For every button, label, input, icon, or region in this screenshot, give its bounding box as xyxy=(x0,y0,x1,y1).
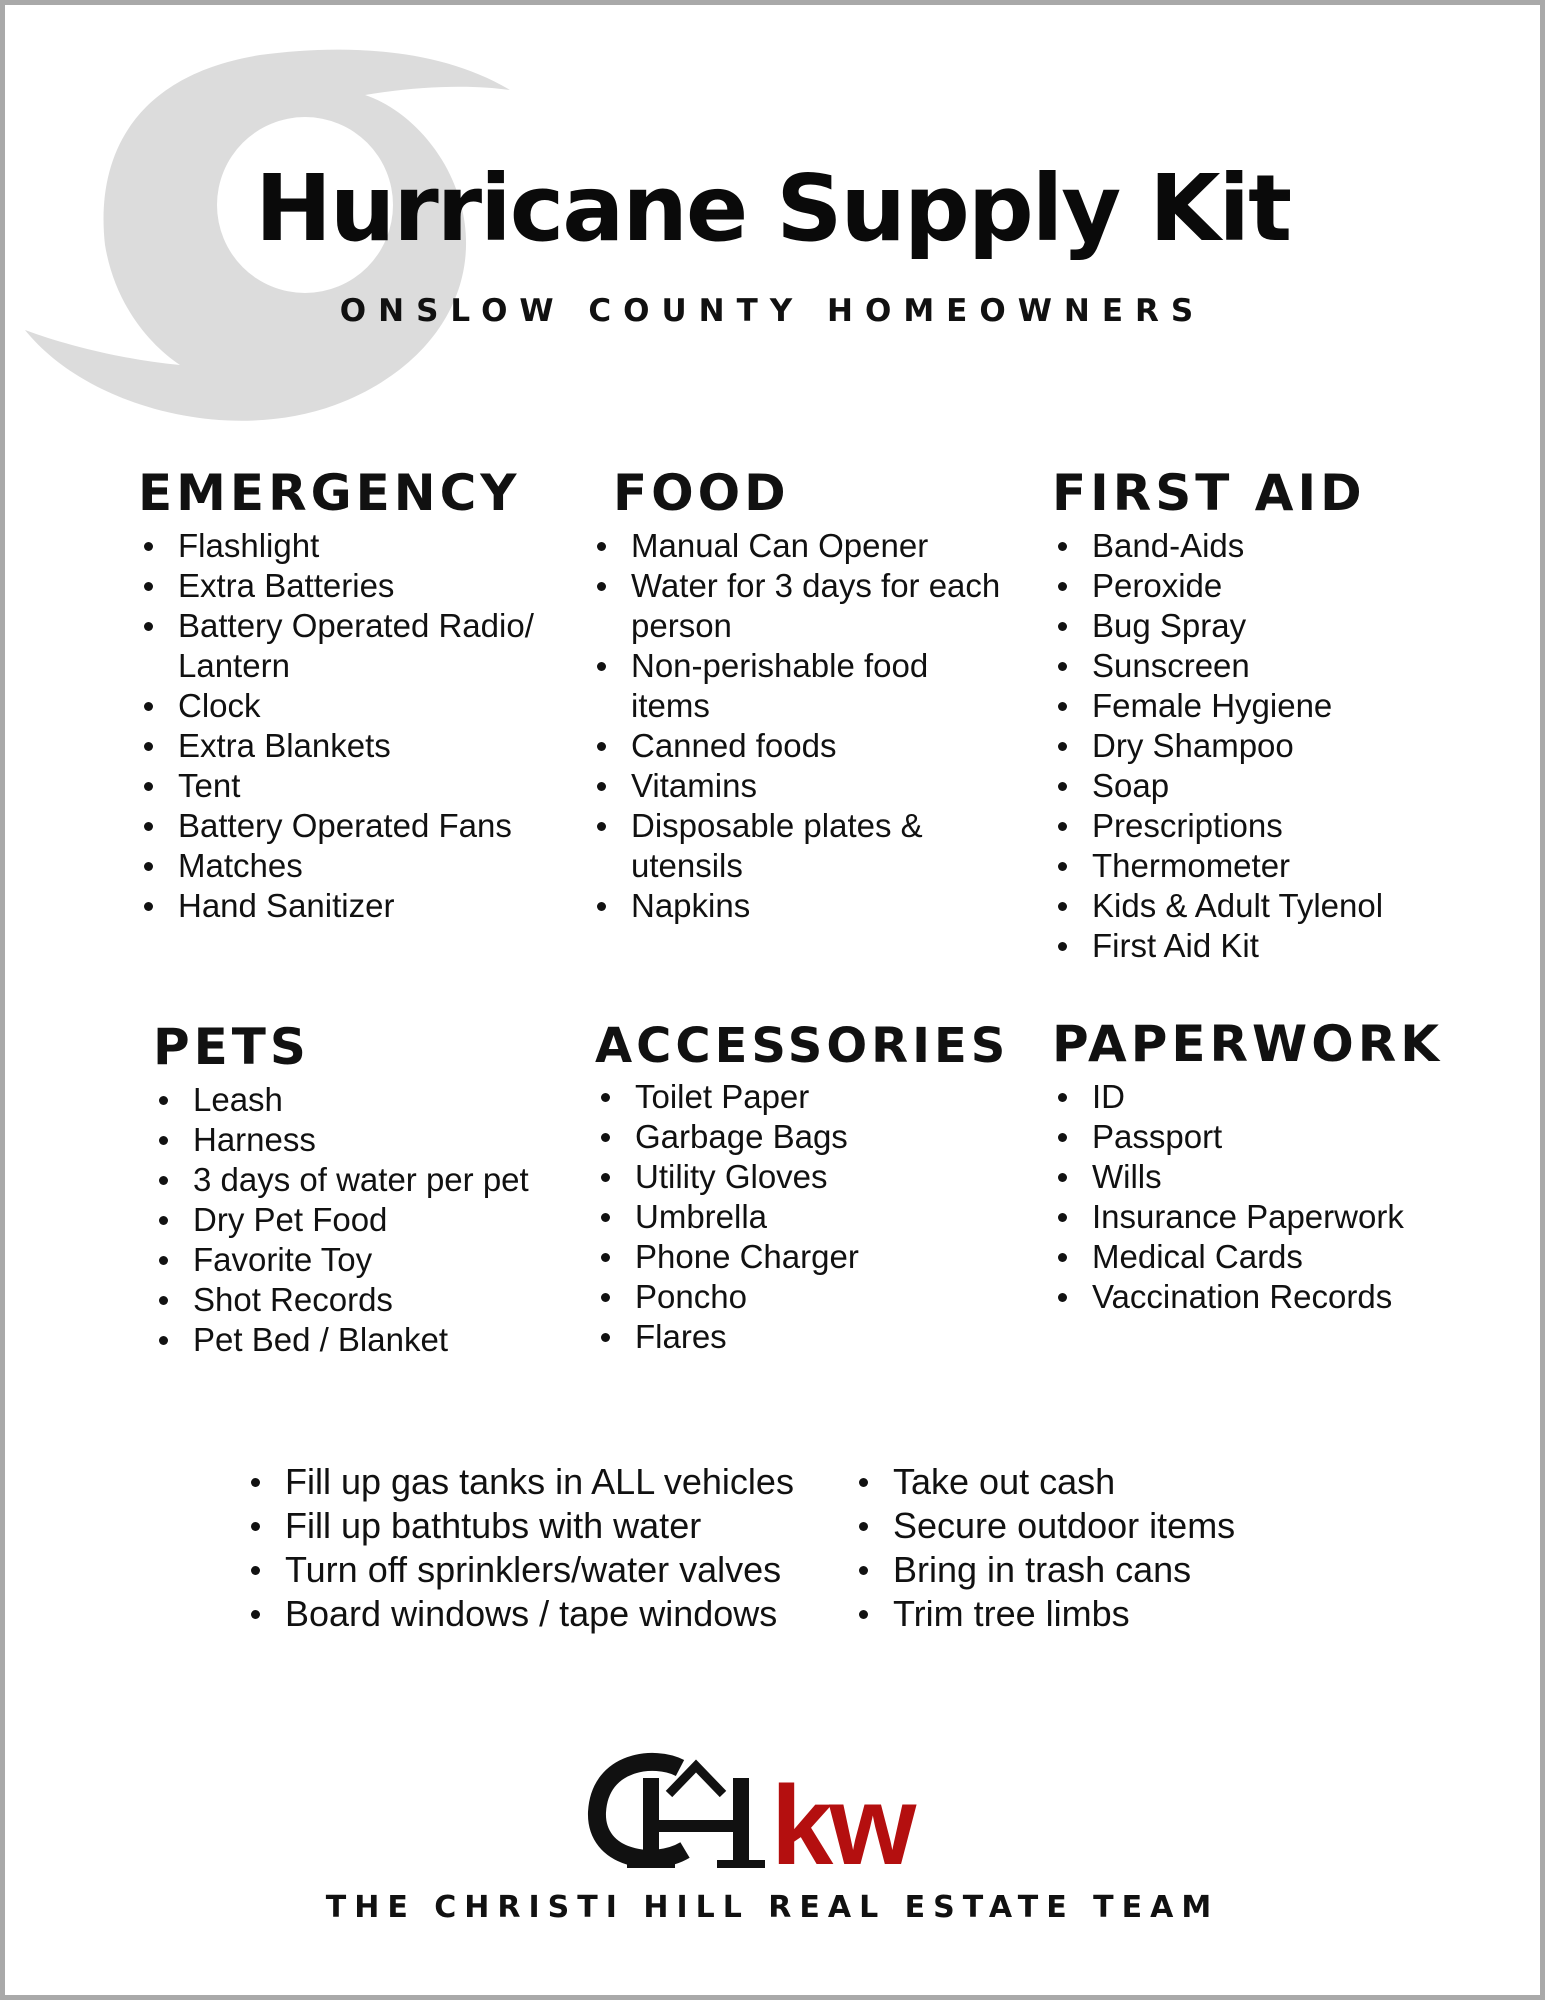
list-item: Flares xyxy=(595,1317,1015,1357)
food-list xyxy=(591,526,1011,926)
list-item: Poncho xyxy=(595,1277,1015,1317)
list-item: Band-Aids xyxy=(1052,526,1492,566)
section-heading-paperwork: PAPERWORK xyxy=(1052,1015,1443,1073)
accessories-list xyxy=(595,1077,1015,1357)
list-item: Non-perishable food items xyxy=(591,646,1011,726)
list-item: Utility Gloves xyxy=(595,1157,1015,1197)
list-item: Peroxide xyxy=(1052,566,1492,606)
list-item: Vaccination Records xyxy=(1052,1277,1502,1317)
list-item: Secure outdoor items xyxy=(853,1504,1333,1548)
list-item: Phone Charger xyxy=(595,1237,1015,1277)
list-item: ID xyxy=(1052,1077,1502,1117)
list-item: Female Hygiene xyxy=(1052,686,1492,726)
list-item: Dry Shampoo xyxy=(1052,726,1492,766)
list-item: Trim tree limbs xyxy=(853,1592,1333,1636)
section-pets xyxy=(153,1018,573,1360)
list-item: 3 days of water per pet xyxy=(153,1160,573,1200)
list-item: Insurance Paperwork xyxy=(1052,1197,1502,1237)
section-accessories xyxy=(595,1018,1015,1357)
list-item: Sunscreen xyxy=(1052,646,1492,686)
list-item: Board windows / tape windows xyxy=(245,1592,845,1636)
extra-tasks-left-list xyxy=(245,1460,845,1636)
list-item: Bring in trash cans xyxy=(853,1548,1333,1592)
list-item: Hand Sanitizer xyxy=(138,886,558,926)
list-item: Pet Bed / Blanket xyxy=(153,1320,573,1360)
list-item: Toilet Paper xyxy=(595,1077,1015,1117)
section-food xyxy=(591,464,1011,926)
list-item: Take out cash xyxy=(853,1460,1333,1504)
list-item: Disposable plates & utensils xyxy=(591,806,1011,886)
section-emergency xyxy=(138,464,558,926)
list-item: Clock xyxy=(138,686,558,726)
section-heading-pets: PETS xyxy=(153,1018,310,1076)
list-item: Vitamins xyxy=(591,766,1011,806)
section-heading-first-aid: FIRST AID xyxy=(1052,464,1366,522)
section-paperwork xyxy=(1052,1015,1502,1317)
list-item: Shot Records xyxy=(153,1280,573,1320)
extra-tasks-right-list xyxy=(853,1460,1333,1636)
list-item: Canned foods xyxy=(591,726,1011,766)
list-item: Extra Blankets xyxy=(138,726,558,766)
list-item: Umbrella xyxy=(595,1197,1015,1237)
svg-text:kw: kw xyxy=(771,1763,913,1870)
list-item: Wills xyxy=(1052,1157,1502,1197)
list-item: Battery Operated Fans xyxy=(138,806,558,846)
extra-tasks-left xyxy=(245,1460,845,1636)
emergency-list xyxy=(138,526,558,926)
list-item: Flashlight xyxy=(138,526,558,566)
section-heading-food: FOOD xyxy=(613,464,790,522)
list-item: Matches xyxy=(138,846,558,886)
page-title: Hurricane Supply Kit xyxy=(254,155,1291,262)
list-item: Fill up gas tanks in ALL vehicles xyxy=(245,1460,845,1504)
section-heading-accessories: ACCESSORIES xyxy=(595,1018,1010,1074)
team-name: THE CHRISTI HILL REAL ESTATE TEAM xyxy=(325,1890,1220,1925)
extra-tasks-right xyxy=(853,1460,1333,1636)
list-item: Turn off sprinklers/water valves xyxy=(245,1548,845,1592)
list-item: Battery Operated Radio/ Lantern xyxy=(138,606,558,686)
list-item: Bug Spray xyxy=(1052,606,1492,646)
list-item: Favorite Toy xyxy=(153,1240,573,1280)
list-item: Thermometer xyxy=(1052,846,1492,886)
list-item: Leash xyxy=(153,1080,573,1120)
list-item: First Aid Kit xyxy=(1052,926,1492,966)
list-item: Fill up bathtubs with water xyxy=(245,1504,845,1548)
list-item: Dry Pet Food xyxy=(153,1200,573,1240)
list-item: Prescriptions xyxy=(1052,806,1492,846)
list-item: Harness xyxy=(153,1120,573,1160)
list-item: Tent xyxy=(138,766,558,806)
section-heading-emergency: EMERGENCY xyxy=(138,464,521,522)
list-item: Passport xyxy=(1052,1117,1502,1157)
chkw-logo xyxy=(585,1750,1005,1870)
list-item: Garbage Bags xyxy=(595,1117,1015,1157)
list-item: Soap xyxy=(1052,766,1492,806)
first-aid-list xyxy=(1052,526,1492,966)
pets-list xyxy=(153,1080,573,1360)
list-item: Extra Batteries xyxy=(138,566,558,606)
list-item: Napkins xyxy=(591,886,1011,926)
paperwork-list xyxy=(1052,1077,1502,1317)
list-item: Medical Cards xyxy=(1052,1237,1502,1277)
page-subtitle: ONSLOW COUNTY HOMEOWNERS xyxy=(339,293,1206,329)
list-item: Manual Can Opener xyxy=(591,526,1011,566)
list-item: Kids & Adult Tylenol xyxy=(1052,886,1492,926)
list-item: Water for 3 days for each person xyxy=(591,566,1011,646)
section-first-aid xyxy=(1052,464,1492,966)
